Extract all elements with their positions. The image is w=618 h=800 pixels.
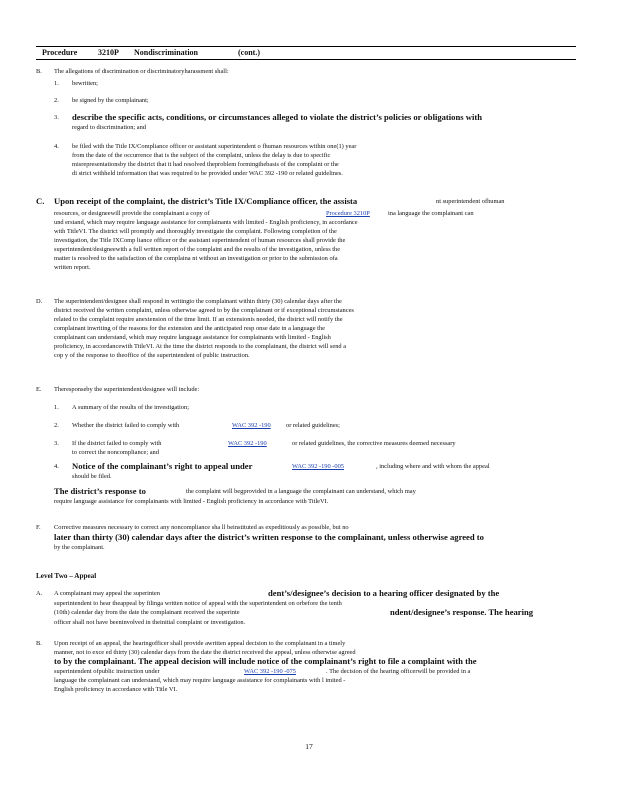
- item-text: Whether the district failed to comply with: [72, 422, 180, 429]
- section-text: Upon receipt of an appeal, the hearingofficer shall provide awritten appeal decision to the complainant in a timely: [54, 640, 346, 647]
- item-number: 2.: [54, 422, 59, 429]
- item-text-bold: Notice of the complainant’s right to appeal under: [72, 461, 253, 471]
- level-two-heading: Level Two – Appeal: [36, 572, 97, 580]
- section-text: superintendent/designeewith a full written report of the complaint and the results of the investigation, unless the: [54, 246, 341, 253]
- section-marker: D.: [36, 298, 43, 305]
- section-marker: E.: [36, 386, 42, 393]
- section-text-bold: dent’s/designee’s decision to a hearing officer designated by the: [268, 588, 500, 598]
- section-text: with TitleVI. The district will promptly and thoroughly investigate the complaint. Following completion of the: [54, 228, 337, 235]
- procedure-link[interactable]: Procedure 3210P: [326, 210, 370, 217]
- wac-link[interactable]: WAC 392 -190 -075: [244, 668, 297, 675]
- section-text: investigation, the Title IXComp liance officer or the assistant superintendent of human resources shall provide the: [54, 237, 346, 244]
- item-text: to correct the noncompliance; and: [72, 449, 159, 456]
- item-text: or related guidelines;: [286, 422, 340, 429]
- level-two-section-b: [36, 640, 576, 695]
- item-text: misrepresentationsby the district that it had resolved theproblem formingthebasis of the complaint or the: [72, 161, 339, 168]
- item-number: 1.: [54, 404, 59, 411]
- section-text: superintendent ofpublic instruction under: [54, 668, 160, 675]
- procedure-cont: (cont.): [238, 48, 260, 57]
- item-text-bold: describe the specific acts, conditions, or circumstances alleged to violate the district’s policies or obligations with: [72, 112, 482, 122]
- section-text-bold: to by the complainant. The appeal decision will include notice of the complainant’s right to file a complaint with the: [54, 656, 477, 666]
- item-text: A summary of the results of the investigation;: [72, 404, 189, 411]
- section-text: by the complainant.: [54, 544, 105, 551]
- section-text: English proficiency in accordance with Title VI.: [54, 686, 178, 693]
- section-text: Corrective measures necessary to correct any noncompliance sha ll beinstituted as expeditiously as possible, but no: [54, 524, 349, 531]
- item-number: 3.: [54, 114, 59, 121]
- item-number: 4.: [54, 463, 59, 470]
- level-two-section-a: [36, 590, 576, 628]
- section-text: (10th) calendar day from the date the complainant received the superinte: [54, 609, 240, 616]
- wac-link[interactable]: WAC 392 -190: [232, 422, 271, 429]
- page-number: 17: [305, 742, 313, 751]
- item-text: be filed with the Title IX/Compliance officer or assistant superintendent o fhuman resources within one(1) year: [72, 143, 357, 150]
- procedure-header: [36, 46, 576, 60]
- section-text-bold: ndent/designee’s response. The hearing: [390, 607, 534, 617]
- section-marker: B.: [36, 640, 42, 647]
- section-text: require language assistance for complainants with limited - English proficiency in accordance with TitleVI.: [54, 498, 329, 505]
- section-marker: A.: [36, 590, 43, 597]
- item-text: regard to discrimination; and: [72, 124, 147, 131]
- section-f: [36, 524, 576, 553]
- procedure-title: Nondiscrimination: [134, 48, 199, 57]
- section-text: complainant inwriting of the reasons for the extension and the anticipated resp onse date in a language the: [54, 325, 325, 332]
- item-text: from the date of the occurrence that is the subject of the complaint, unless the delay is due to specific: [72, 152, 331, 159]
- section-text: nt superintendent ofhuman: [436, 198, 505, 205]
- section-text: manner, not to exce ed thirty (30) calendar days from the date the district received the appeal, unless otherwise agreed: [54, 649, 356, 656]
- section-text: Theresponseby the superintendent/designee will include:: [54, 386, 200, 393]
- section-text: officer shall not have beeninvolved in theinitial complaint or investigation.: [54, 619, 246, 626]
- section-text: A complainant may appeal the superinten: [54, 590, 160, 597]
- section-text: resources, or designeewill provide the complainant a copy of: [54, 210, 210, 217]
- section-text: language the complainant can understand, which may require language assistance for complainants with l imited -: [54, 677, 346, 684]
- item-text: bewritten;: [72, 80, 98, 87]
- item-text: If the district failed to comply with: [72, 440, 162, 447]
- section-b: [36, 68, 576, 179]
- section-text: ina language the complainant can: [388, 210, 474, 217]
- section-text: cop y of the response to theoffice of the superintendent of public instruction.: [54, 352, 250, 359]
- section-text: matter is resolved to the satisfaction of the complaina nt without an investigation or prior to the submission ofa: [54, 255, 338, 262]
- section-text: The superintendent/designee shall respond in writingto the complainant within thirty (30) calendar days after the: [54, 298, 342, 305]
- section-text: superintendent to hear theappeal by filinga written notice of appeal with the superintendent on orbefore the tenth: [54, 600, 342, 607]
- section-text: und erstand, which may require language assistance for complainants with limited - English proficiency, in accordance: [54, 219, 358, 226]
- section-text: . The decision of the hearing officerwill be provided in a: [326, 668, 471, 675]
- section-text: written report.: [54, 264, 91, 271]
- section-d: [36, 298, 576, 361]
- section-text-bold: The district’s response to: [54, 486, 146, 496]
- item-number: 2.: [54, 97, 59, 104]
- item-number: 3.: [54, 440, 59, 447]
- section-text: complainant can understand, which may require language assistance for complainants with limited - English: [54, 334, 331, 341]
- section-text-bold: Upon receipt of the complaint, the district’s Title IX/Compliance officer, the assista: [54, 196, 358, 206]
- procedure-label: Procedure: [42, 48, 78, 57]
- item-text: , including where and with whom the appeal: [376, 463, 490, 470]
- wac-link[interactable]: WAC 392 -190: [228, 440, 267, 447]
- section-e: [36, 386, 576, 507]
- section-c: [36, 198, 576, 273]
- section-text-bold: later than thirty (30) calendar days after the district’s written response to the complainant, unless otherwise agreed to: [54, 532, 484, 542]
- section-text: The allegations of discrimination or discriminatoryharassment shall:: [54, 68, 229, 75]
- item-text: di strict withheld information that was required to be provided under WAC 392 -190 or related guidelines.: [72, 170, 343, 177]
- wac-link[interactable]: WAC 392 -190 -005: [292, 463, 345, 470]
- item-text: or related guidelines, the corrective measures deemed necessary: [292, 440, 456, 447]
- section-text: related to the complaint require anextension of the time limit. If an extensionis needed, the district will notify the: [54, 316, 343, 323]
- item-number: 4.: [54, 143, 59, 150]
- section-marker: B.: [36, 68, 42, 75]
- section-marker: F.: [36, 524, 41, 531]
- section-marker: C.: [36, 196, 45, 206]
- procedure-number: 3210P: [98, 48, 119, 57]
- section-text: the complaint will begprovided in a language the complainant can understand, which may: [186, 488, 416, 495]
- section-text: proficiency, in accordancewith TitleVI. At the time the district responds to the complainant, the district will send a: [54, 343, 347, 350]
- item-text: should be filed.: [72, 473, 112, 480]
- item-text: be signed by the complainant;: [72, 97, 149, 104]
- item-number: 1.: [54, 80, 59, 87]
- section-text: district received the written complaint, unless otherwise agreed to by the complainant or if exceptional circumstances: [54, 307, 354, 314]
